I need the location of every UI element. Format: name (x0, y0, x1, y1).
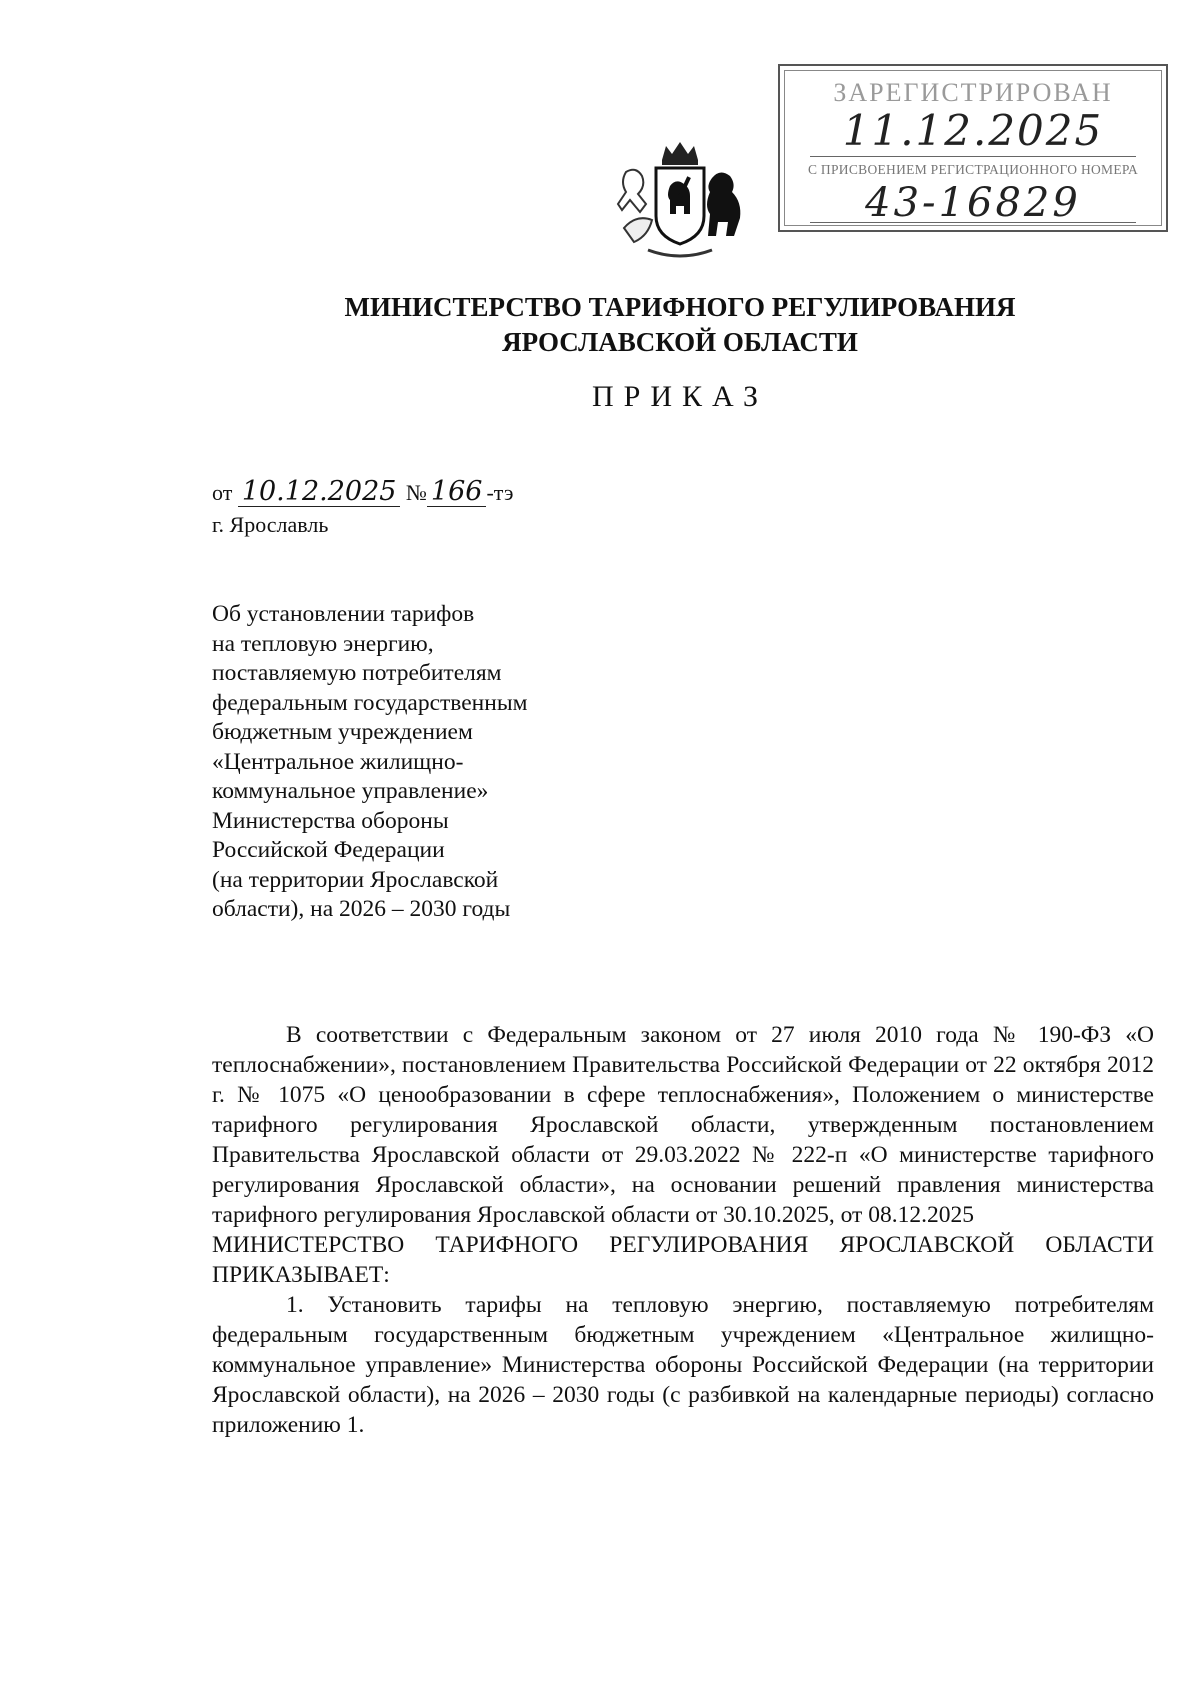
order-subject (212, 600, 528, 925)
subject-line: поставляемую потребителям (212, 660, 502, 686)
stamp-caption: С ПРИСВОЕНИЕМ РЕГИСТРАЦИОННОГО НОМЕРА (807, 162, 1139, 177)
subject-line: на тепловую энергию, (212, 630, 434, 657)
ministry-title-line: ЯРОСЛАВСКОЙ ОБЛАСТИ (502, 327, 858, 357)
preamble-paragraph: В соответствии с Федеральным законом от 27 июля 2010 года № 190-ФЗ «О теплоснабжении», постановлением Правительства Российской Федерации от 22 октября 2012 г. № 1075 «О ценообразовании в сфере теплоснабжения», Положением о министерстве тарифного регулирования Ярославской области, утвержденным постановлением Правительства Ярославской области от 29.03.2022 № 222-п «О министерстве тарифного регулирования Ярославской области», на основании решений правления министерства тарифного регулирования Ярославской области от 30.10.2025, от 08.12.2025 (212, 1022, 1154, 1228)
subject-line: (на территории Ярославской (212, 866, 499, 893)
subject-line: области), на 2026 – 2030 годы (212, 896, 511, 922)
subject-line: бюджетным учреждением (212, 719, 473, 745)
registration-stamp (778, 64, 1168, 232)
order-date-number (212, 478, 513, 507)
ministry-title (0, 290, 1200, 360)
subject-line: коммунальное управление» (212, 778, 489, 804)
stamp-date: 11.12.2025 (842, 106, 1104, 155)
subject-line: Российской Федерации (212, 837, 445, 863)
order-city: г. Ярославль (212, 512, 329, 537)
order-item-1: 1. Установить тарифы на тепловую энергию, поставляемую потребителям федеральным государственным бюджетным учреждением «Центральное жилищно-коммунальное управление» Министерства обороны Российской Федерации (на территории Ярославской области), на 2026 – 2030 годы (с разбивкой на календарные периоды) согласно приложению 1. (212, 1292, 1154, 1438)
order-number-handwritten: 166 (427, 478, 487, 507)
stamp-divider (810, 156, 1136, 157)
document-type: ПРИКАЗ (592, 380, 768, 413)
subject-line: федеральным государственным (212, 689, 528, 716)
order-date-handwritten: 10.12.2025 (238, 478, 401, 507)
order-date-prefix: от (212, 480, 233, 505)
subject-line: Министерства обороны (212, 807, 449, 834)
orders-heading: МИНИСТЕРСТВО ТАРИФНОГО РЕГУЛИРОВАНИЯ ЯРОСЛАВСКОЙ ОБЛАСТИ ПРИКАЗЫВАЕТ: (212, 1232, 1154, 1288)
subject-line: «Центральное жилищно- (212, 748, 464, 775)
stamp-title: ЗАРЕГИСТРИРОВАН (833, 78, 1113, 107)
order-number-suffix: -тэ (486, 480, 514, 505)
stamp-number: 43-16829 (865, 180, 1081, 226)
order-number-label: № (405, 480, 427, 505)
subject-line: Об установлении тарифов (212, 601, 475, 627)
order-body (212, 1020, 1154, 1440)
ministry-title-line: МИНИСТЕРСТВО ТАРИФНОГО РЕГУЛИРОВАНИЯ (344, 292, 1016, 322)
stamp-divider (810, 222, 1136, 223)
coat-of-arms-icon (612, 138, 748, 266)
